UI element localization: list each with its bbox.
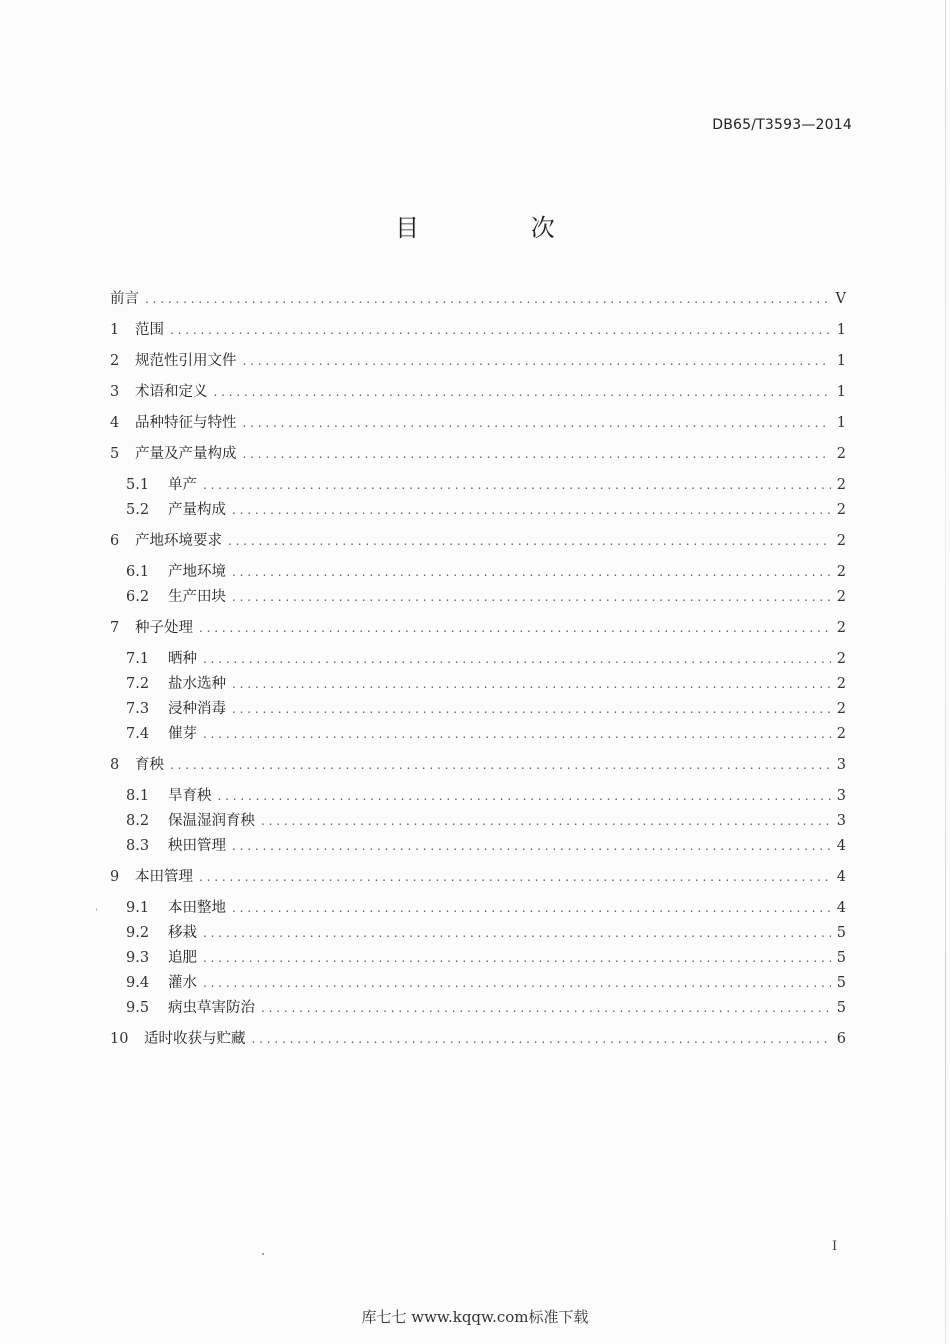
toc-entry[interactable] bbox=[110, 618, 846, 638]
toc-entry-label: 适时收获与贮藏 bbox=[144, 1031, 246, 1047]
toc-entry-page: 2 bbox=[836, 701, 846, 717]
toc-entry[interactable] bbox=[110, 649, 846, 669]
toc-entry-page: 4 bbox=[836, 869, 846, 885]
toc-entry-label: 秧田管理 bbox=[168, 838, 226, 854]
toc-entry-page: 2 bbox=[836, 676, 846, 692]
toc-dot-leader bbox=[170, 320, 831, 340]
toc-dot-leader bbox=[203, 724, 831, 744]
toc-entry-page: 1 bbox=[836, 384, 846, 400]
toc-entry-page: 3 bbox=[836, 757, 846, 773]
toc-entry-label: 旱育秧 bbox=[168, 788, 212, 804]
scan-speck bbox=[96, 908, 97, 911]
page-number: I bbox=[832, 1239, 838, 1254]
toc-entry-page: 2 bbox=[836, 477, 846, 493]
toc-entry-page: 1 bbox=[836, 415, 846, 431]
toc-entry-page: 3 bbox=[836, 813, 846, 829]
toc-dot-leader bbox=[243, 351, 831, 371]
toc-entry[interactable] bbox=[110, 786, 846, 806]
toc-entry-page: 1 bbox=[836, 322, 846, 338]
document-code: DB65/T3593—2014 bbox=[712, 117, 852, 133]
toc-entry[interactable] bbox=[110, 811, 846, 831]
toc-entry-label: 种子处理 bbox=[135, 620, 193, 636]
toc-entry-label: 产地环境 bbox=[168, 564, 226, 580]
toc-entry-number: 7 bbox=[110, 620, 120, 636]
toc-entry[interactable] bbox=[110, 587, 846, 607]
toc-dot-leader bbox=[199, 618, 831, 638]
toc-entry-number: 7.3 bbox=[126, 701, 150, 717]
toc-entry-page: 5 bbox=[836, 1000, 846, 1016]
toc-dot-leader bbox=[218, 786, 831, 806]
toc-entry-page: 5 bbox=[836, 950, 846, 966]
toc-entry-number: 10 bbox=[110, 1031, 129, 1047]
toc-entry-label: 移栽 bbox=[168, 925, 197, 941]
toc-entry[interactable] bbox=[110, 998, 846, 1018]
toc-entry-number: 5.2 bbox=[126, 502, 150, 518]
toc-entry[interactable] bbox=[110, 382, 846, 402]
toc-entry-label: 范围 bbox=[135, 322, 164, 338]
scan-edge-line bbox=[945, 0, 946, 1344]
toc-entry-number: 9.5 bbox=[126, 1000, 150, 1016]
toc-entry-number: 9.2 bbox=[126, 925, 150, 941]
toc-dot-leader bbox=[232, 587, 831, 607]
toc-entry-page: 4 bbox=[836, 900, 846, 916]
toc-entry-number: 3 bbox=[110, 384, 120, 400]
toc-entry[interactable] bbox=[110, 444, 846, 464]
toc-dot-leader bbox=[232, 699, 831, 719]
toc-entry-label: 单产 bbox=[168, 477, 197, 493]
toc-entry-page: 3 bbox=[836, 788, 846, 804]
toc-entry-page: 2 bbox=[836, 620, 846, 636]
toc-entry[interactable] bbox=[110, 724, 846, 744]
toc-entry-label: 浸种消毒 bbox=[168, 701, 226, 717]
toc-entry-number: 7.1 bbox=[126, 651, 150, 667]
toc-entry-page: 2 bbox=[836, 564, 846, 580]
toc-dot-leader bbox=[203, 475, 831, 495]
toc-entry[interactable] bbox=[110, 1029, 846, 1049]
toc-entry[interactable] bbox=[110, 562, 846, 582]
toc-dot-leader bbox=[243, 444, 831, 464]
toc-entry-number: 8 bbox=[110, 757, 120, 773]
toc-dot-leader bbox=[145, 289, 830, 309]
footer-watermark-text: 库七七 www.kqqw.com标准下载 bbox=[361, 1308, 589, 1326]
toc-dot-leader bbox=[203, 649, 831, 669]
toc-entry-number: 4 bbox=[110, 415, 120, 431]
toc-dot-leader bbox=[232, 898, 831, 918]
toc-entry-label: 盐水选种 bbox=[168, 676, 226, 692]
toc-entry-label: 育秧 bbox=[135, 757, 164, 773]
toc-entry[interactable] bbox=[110, 289, 846, 309]
toc-entry-label: 病虫草害防治 bbox=[168, 1000, 255, 1016]
toc-entry-number: 7.4 bbox=[126, 726, 150, 742]
toc-entry-number: 6.1 bbox=[126, 564, 150, 580]
toc-dot-leader bbox=[261, 811, 831, 831]
toc-entry-number: 6.2 bbox=[126, 589, 150, 605]
toc-entry-number: 9.4 bbox=[126, 975, 150, 991]
toc-entry-label: 产量构成 bbox=[168, 502, 226, 518]
toc-entry[interactable] bbox=[110, 320, 846, 340]
toc-dot-leader bbox=[203, 948, 831, 968]
toc-entry-page: 6 bbox=[836, 1031, 846, 1047]
toc-entry-number: 9.3 bbox=[126, 950, 150, 966]
toc-dot-leader bbox=[170, 755, 831, 775]
toc-entry[interactable] bbox=[110, 923, 846, 943]
toc-entry-label: 晒种 bbox=[168, 651, 197, 667]
toc-dot-leader bbox=[243, 413, 831, 433]
toc-entry-label: 灌水 bbox=[168, 975, 197, 991]
toc-entry-page: 5 bbox=[836, 975, 846, 991]
toc-entry-label: 催芽 bbox=[168, 726, 197, 742]
toc-entry[interactable] bbox=[110, 699, 846, 719]
toc-entry[interactable] bbox=[110, 351, 846, 371]
toc-entry-page: 2 bbox=[836, 651, 846, 667]
toc-dot-leader bbox=[214, 382, 831, 402]
toc-entry-label: 生产田块 bbox=[168, 589, 226, 605]
toc-entry[interactable] bbox=[110, 531, 846, 551]
toc-entry[interactable] bbox=[110, 475, 846, 495]
toc-dot-leader bbox=[261, 998, 831, 1018]
toc-entry-number: 5.1 bbox=[126, 477, 150, 493]
toc-entry-page: 2 bbox=[836, 589, 846, 605]
toc-entry-page: 2 bbox=[836, 446, 846, 462]
toc-entry-number: 9.1 bbox=[126, 900, 150, 916]
toc-entry-label: 规范性引用文件 bbox=[135, 353, 237, 369]
toc-entry[interactable] bbox=[110, 973, 846, 993]
toc-entry-label: 本田管理 bbox=[135, 869, 193, 885]
toc-entry-number: 6 bbox=[110, 533, 120, 549]
toc-dot-leader bbox=[203, 973, 831, 993]
toc-dot-leader bbox=[199, 867, 831, 887]
toc-dot-leader bbox=[232, 836, 831, 856]
toc-entry-label: 追肥 bbox=[168, 950, 197, 966]
toc-entry[interactable] bbox=[110, 674, 846, 694]
toc-dot-leader bbox=[228, 531, 831, 551]
toc-entry-label: 前言 bbox=[110, 291, 139, 307]
toc-dot-leader bbox=[203, 923, 831, 943]
toc-entry-number: 8.1 bbox=[126, 788, 150, 804]
toc-entry-page: 2 bbox=[836, 502, 846, 518]
toc-entry-label: 产量及产量构成 bbox=[135, 446, 237, 462]
toc-entry-number: 1 bbox=[110, 322, 120, 338]
toc-entry-number: 8.3 bbox=[126, 838, 150, 854]
toc-entry[interactable] bbox=[110, 898, 846, 918]
toc-entry-page: 5 bbox=[836, 925, 846, 941]
toc-dot-leader bbox=[232, 562, 831, 582]
toc-dot-leader bbox=[232, 674, 831, 694]
toc-entry[interactable] bbox=[110, 500, 846, 520]
scan-speck bbox=[262, 1253, 264, 1255]
toc-dot-leader bbox=[232, 500, 831, 520]
toc-entry-number: 8.2 bbox=[126, 813, 150, 829]
toc-entry-number: 5 bbox=[110, 446, 120, 462]
toc-entry-label: 保温湿润育秧 bbox=[168, 813, 255, 829]
toc-entry-page: 2 bbox=[836, 533, 846, 549]
toc-entry[interactable] bbox=[110, 948, 846, 968]
toc-entry-page: V bbox=[835, 291, 846, 307]
toc-entry-page: 4 bbox=[836, 838, 846, 854]
toc-entry-number: 2 bbox=[110, 353, 120, 369]
toc-entry-page: 2 bbox=[836, 726, 846, 742]
toc-entry-page: 1 bbox=[836, 353, 846, 369]
toc-entry[interactable] bbox=[110, 413, 846, 433]
toc-entry[interactable] bbox=[110, 836, 846, 856]
toc-entry-number: 7.2 bbox=[126, 676, 150, 692]
toc-entry-label: 品种特征与特性 bbox=[135, 415, 237, 431]
toc-entry-label: 产地环境要求 bbox=[135, 533, 222, 549]
toc-dot-leader bbox=[252, 1029, 831, 1049]
toc-entry[interactable] bbox=[110, 867, 846, 887]
toc-title: 目 次 bbox=[395, 214, 607, 242]
toc-entry-number: 9 bbox=[110, 869, 120, 885]
toc-entry-label: 术语和定义 bbox=[135, 384, 208, 400]
toc-entry[interactable] bbox=[110, 755, 846, 775]
toc-entry-label: 本田整地 bbox=[168, 900, 226, 916]
